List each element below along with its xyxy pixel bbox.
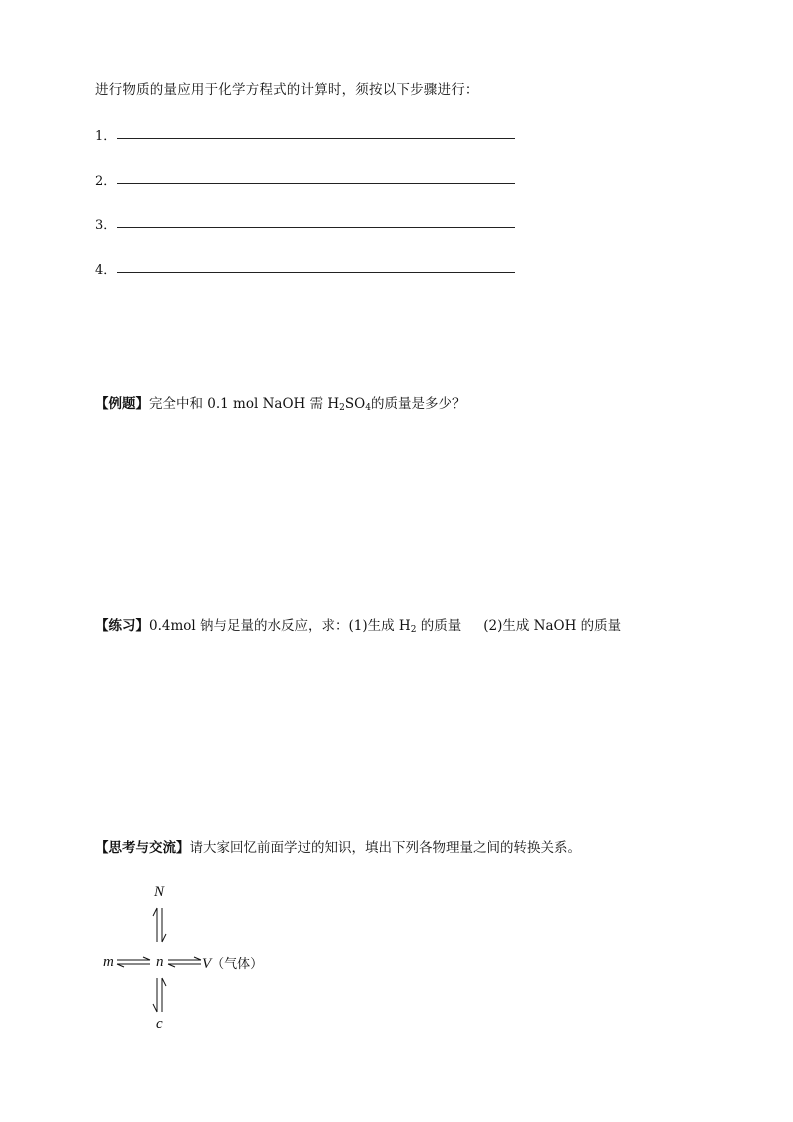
step-3 — [95, 214, 115, 233]
conversion-diagram — [98, 878, 298, 1038]
example-sub-b: 4 — [365, 403, 371, 413]
step-number: 2． — [95, 174, 117, 189]
arrow-N-to-n — [162, 908, 166, 942]
example-text-a: 完全中和 0.1 mol NaOH 需 H — [149, 396, 340, 412]
arrow-n-to-c — [153, 978, 157, 1012]
diagram-left-var: m — [103, 954, 114, 970]
example-sub-a: 2 — [339, 403, 345, 413]
arrow-m-to-n — [117, 957, 150, 960]
step-2-blank[interactable] — [117, 183, 515, 184]
step-4-blank[interactable] — [117, 272, 515, 273]
step-3-blank[interactable] — [117, 227, 515, 228]
arrow-c-to-n — [162, 978, 166, 1012]
example-text-b: SO — [344, 396, 366, 412]
example-question — [95, 392, 465, 412]
exercise-text-c: (2)生成 NaOH 的质量 — [483, 618, 622, 634]
step-number: 1． — [95, 129, 117, 144]
example-text-c: 的质量是多少？ — [370, 396, 466, 412]
example-tag: 【例题】 — [95, 396, 149, 412]
diagram-top-var: N — [154, 884, 165, 900]
exercise-sub-a: 2 — [410, 625, 417, 635]
arrow-n-to-N — [153, 908, 157, 942]
discussion-prompt — [95, 836, 581, 856]
step-1 — [95, 125, 115, 144]
diagram-arrows — [98, 878, 298, 1038]
exercise-tag: 【练习】 — [95, 618, 149, 634]
arrow-n-to-m — [117, 964, 150, 967]
step-number: 4． — [95, 263, 117, 278]
discussion-tag: 【思考与交流】 — [95, 840, 190, 856]
discussion-text: 请大家回忆前面学过的知识，填出下列各物理量之间的转换关系。 — [189, 840, 581, 856]
step-2 — [95, 170, 115, 189]
step-number: 3． — [95, 218, 117, 233]
diagram-right-symbol: V — [202, 956, 212, 972]
step-1-blank[interactable] — [117, 138, 515, 139]
step-4 — [95, 259, 115, 278]
arrow-n-to-V — [168, 957, 201, 960]
exercise-text-a: 0.4mol 钠与足量的水反应，求：(1)生成 H — [149, 618, 411, 634]
exercise-text-b: 的质量 — [416, 618, 462, 634]
exercise-question — [95, 614, 621, 634]
diagram-center-var: n — [156, 954, 164, 970]
intro-text: 进行物质的量应用于化学方程式的计算时，须按以下步骤进行： — [95, 82, 479, 98]
arrow-V-to-n — [168, 964, 201, 967]
diagram-bottom-var: c — [156, 1016, 163, 1032]
diagram-right-label: （气体） — [211, 957, 264, 972]
